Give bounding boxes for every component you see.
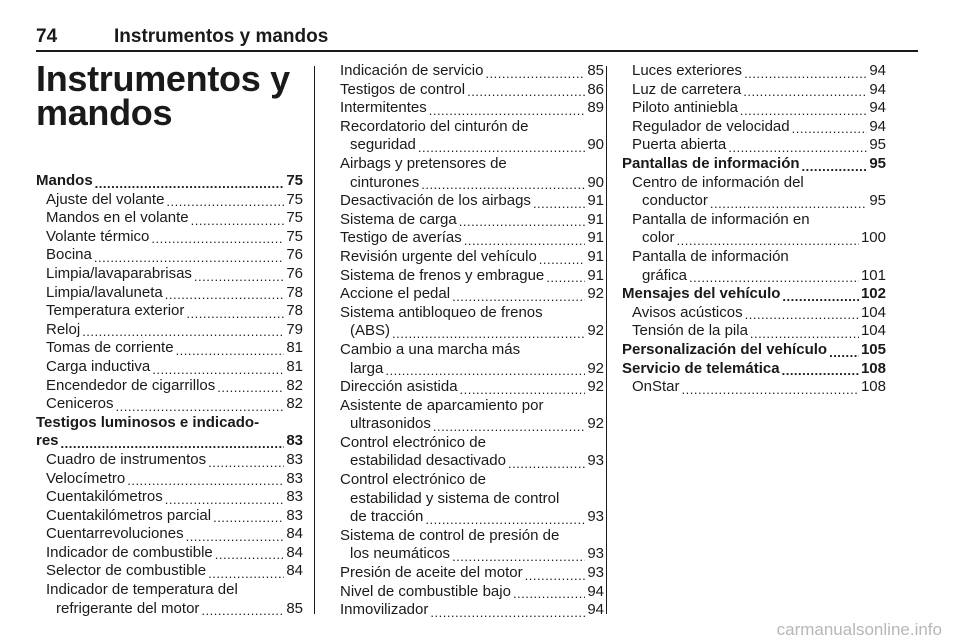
- toc-entry-page: 104: [860, 322, 886, 340]
- toc-entry[interactable]: [340, 360, 604, 379]
- dot-leader: [677, 230, 859, 248]
- dot-leader: [215, 544, 285, 562]
- toc-entry[interactable]: [340, 174, 604, 193]
- toc-entry-page: 84: [286, 562, 303, 580]
- dot-leader: [459, 211, 586, 229]
- toc-entry-text: Reloj: [46, 320, 81, 338]
- toc-entry-page: 84: [286, 525, 303, 543]
- toc-entry-page: 83: [286, 432, 303, 450]
- toc-entry-text: Temperatura exterior: [46, 302, 185, 320]
- toc-entry-text: Testigos luminosos e indicado-: [36, 413, 260, 431]
- toc-entry[interactable]: [36, 302, 303, 321]
- toc-entry[interactable]: [36, 284, 303, 303]
- toc-entry-page: 78: [286, 283, 303, 301]
- toc-entry-text: Indicador de combustible: [46, 543, 213, 561]
- toc-entry-page: 95: [869, 154, 886, 172]
- toc-entry-text: color: [642, 229, 675, 247]
- toc-entry-text: Sistema antibloqueo de frenos: [340, 303, 543, 321]
- toc-entry-page: 108: [860, 378, 886, 396]
- toc-entry-text: cinturones: [350, 173, 420, 191]
- toc-entry-text: Mandos: [36, 172, 93, 189]
- toc-entry-text: Ajuste del volante: [46, 190, 165, 208]
- dot-leader: [217, 377, 284, 395]
- dot-leader: [464, 230, 586, 248]
- toc-entry-page: 85: [286, 599, 303, 617]
- toc-entry-text: Sistema de frenos y embrague: [340, 266, 545, 284]
- dot-leader: [94, 247, 284, 265]
- page-number: 74: [36, 26, 58, 47]
- toc-entry[interactable]: [36, 470, 303, 489]
- toc-entry-page: 93: [587, 452, 604, 470]
- column-divider: [606, 66, 607, 614]
- toc-entry-text: Puerta abierta: [632, 136, 727, 154]
- toc-entry-text: Recordatorio del cinturón de: [340, 117, 529, 135]
- toc-entry-page: 95: [869, 136, 886, 154]
- toc-entry[interactable]: [36, 525, 303, 544]
- toc-entry-page: 81: [286, 339, 303, 357]
- toc-entry-page: 102: [860, 285, 886, 303]
- dot-leader: [151, 228, 284, 246]
- toc-entry[interactable]: [340, 192, 604, 211]
- toc-entry-text: Nivel de combustible bajo: [340, 582, 511, 600]
- toc-entry-text: conductor: [642, 192, 708, 210]
- toc-entry-page: 94: [587, 601, 604, 619]
- dot-leader: [452, 546, 585, 564]
- toc-entry[interactable]: [36, 544, 303, 563]
- toc-entry[interactable]: [340, 545, 604, 564]
- toc-entry-text: Inmovilizador: [340, 601, 429, 619]
- toc-entry[interactable]: [340, 248, 604, 267]
- toc-entry[interactable]: [622, 285, 886, 304]
- toc-entry-page: 91: [587, 266, 604, 284]
- toc-entry-text: estabilidad y sistema de control: [350, 489, 560, 507]
- toc-entry-line: [622, 248, 886, 267]
- toc-entry[interactable]: [36, 321, 303, 340]
- toc-entry[interactable]: [622, 322, 886, 341]
- toc-entry-page: 83: [286, 506, 303, 524]
- toc-entry[interactable]: [622, 267, 886, 286]
- toc-entry-page: 94: [869, 99, 886, 117]
- toc-entry-text: Tomas de corriente: [46, 339, 174, 357]
- toc-entry-text: Ceniceros: [46, 395, 114, 413]
- toc-entry-page: 81: [286, 357, 303, 375]
- dot-leader: [208, 452, 284, 470]
- toc-entry-text: Encendedor de cigarrillos: [46, 376, 216, 394]
- toc-entry-text: refrigerante del motor: [56, 599, 200, 617]
- toc-entry[interactable]: [36, 209, 303, 228]
- toc-entry-text: Bocina: [46, 246, 92, 264]
- toc-entry-text: Limpia/lavaluneta: [46, 283, 163, 301]
- toc-entry-page: 75: [286, 209, 303, 227]
- toc-entry-text: Control electrónico de: [340, 433, 486, 451]
- toc-entry-page: 93: [587, 508, 604, 526]
- toc-entry-text: Desactivación de los airbags: [340, 192, 531, 210]
- toc-entry-page: 84: [286, 543, 303, 561]
- dot-leader: [782, 286, 859, 304]
- toc-entry-text: Revisión urgente del vehículo: [340, 247, 537, 265]
- dot-leader: [546, 267, 585, 285]
- toc-entry[interactable]: [36, 265, 303, 284]
- dot-leader: [186, 526, 285, 544]
- dot-leader: [429, 100, 586, 118]
- toc-entry-page: 101: [860, 266, 886, 284]
- toc-entry[interactable]: [340, 136, 604, 155]
- toc-entry[interactable]: [340, 81, 604, 100]
- dot-leader: [750, 323, 859, 341]
- dot-leader: [194, 266, 284, 284]
- dot-leader: [467, 81, 585, 99]
- toc-entry-line: [340, 471, 604, 490]
- dot-leader: [166, 191, 284, 209]
- toc-entry-page: 76: [286, 264, 303, 282]
- dot-leader: [743, 81, 867, 99]
- toc-entry-line: [340, 434, 604, 453]
- toc-entry[interactable]: [340, 211, 604, 230]
- toc-entry[interactable]: [622, 155, 886, 174]
- toc-entry[interactable]: [36, 507, 303, 526]
- toc-entry-page: 92: [587, 415, 604, 433]
- toc-entry-text: Sistema de carga: [340, 210, 457, 228]
- toc-entry[interactable]: [340, 583, 604, 602]
- toc-entry[interactable]: [622, 360, 886, 379]
- toc-entry-text: Control electrónico de: [340, 471, 486, 489]
- toc-entry-text: Regulador de velocidad: [632, 117, 790, 135]
- toc-entry[interactable]: [36, 228, 303, 247]
- toc-entry-text: seguridad: [350, 136, 416, 154]
- toc-entry[interactable]: [340, 62, 604, 81]
- toc-entry-text: Indicador de temperatura del: [46, 581, 238, 599]
- dot-leader: [508, 453, 585, 471]
- toc-entry-text: res: [36, 432, 59, 450]
- toc-entry-page: 94: [587, 582, 604, 600]
- toc-entry-text: Presión de aceite del motor: [340, 564, 523, 582]
- dot-leader: [421, 174, 585, 192]
- toc-entry-line: [340, 304, 604, 323]
- toc-entry-page: 91: [587, 210, 604, 228]
- toc-entry-line: [36, 581, 303, 600]
- watermark: carmanualsonline.info: [776, 620, 942, 639]
- toc-entry[interactable]: [36, 488, 303, 507]
- dot-leader: [745, 304, 859, 322]
- toc-entry-page: 95: [869, 192, 886, 210]
- toc-entry-text: gráfica: [642, 266, 688, 284]
- toc-entry[interactable]: [36, 377, 303, 396]
- toc-entry-page: 92: [587, 285, 604, 303]
- toc-entry-text: Cuentakilómetros parcial: [46, 506, 212, 524]
- toc-entry[interactable]: [340, 601, 604, 620]
- toc-entry[interactable]: [622, 136, 886, 155]
- toc-entry-page: 104: [860, 303, 886, 321]
- dot-leader: [740, 100, 867, 118]
- dot-leader: [460, 379, 586, 397]
- dot-leader: [430, 602, 585, 620]
- toc-entry-page: 91: [587, 192, 604, 210]
- toc-entry[interactable]: [340, 564, 604, 583]
- toc-entry-text: Servicio de telemática: [622, 359, 780, 377]
- toc-entry[interactable]: [340, 285, 604, 304]
- toc-entry[interactable]: [340, 99, 604, 118]
- toc-entry-page: 94: [869, 117, 886, 135]
- toc-entry[interactable]: [622, 118, 886, 137]
- toc-entry-text: Mandos en el volante: [46, 209, 189, 227]
- toc-entry-text: Indicación de servicio: [340, 62, 484, 79]
- dot-leader: [533, 193, 585, 211]
- dot-leader: [525, 565, 586, 583]
- toc-entry-text: Pantallas de información: [622, 154, 800, 172]
- toc-entry-page: 82: [286, 395, 303, 413]
- toc-entry[interactable]: [36, 191, 303, 210]
- toc-entry-page: 89: [587, 99, 604, 117]
- toc-entry-text: Cuadro de instrumentos: [46, 450, 207, 468]
- toc-entry-text: Asistente de aparcamiento por: [340, 396, 544, 414]
- toc-entry[interactable]: [340, 322, 604, 341]
- toc-entry-line: [340, 341, 604, 360]
- dot-leader: [127, 470, 284, 488]
- toc-entry-text: Testigo de averías: [340, 229, 462, 247]
- toc-entry-page: 93: [587, 545, 604, 563]
- toc-entry-line: [340, 397, 604, 416]
- toc-entry[interactable]: [36, 562, 303, 581]
- dot-leader: [539, 249, 586, 267]
- toc-entry-text: Sistema de control de presión de: [340, 526, 560, 544]
- dot-leader: [186, 303, 284, 321]
- dot-leader: [802, 156, 868, 174]
- toc-entry-page: 82: [286, 376, 303, 394]
- toc-entry[interactable]: [622, 229, 886, 248]
- dot-leader: [792, 118, 868, 136]
- toc-entry[interactable]: [36, 172, 303, 191]
- toc-entry-text: (ABS): [350, 322, 391, 340]
- dot-leader: [61, 433, 285, 451]
- toc-entry-line: [622, 174, 886, 193]
- toc-entry-page: 78: [286, 302, 303, 320]
- toc-entry-text: Velocímetro: [46, 469, 126, 487]
- toc-entry[interactable]: [36, 395, 303, 414]
- toc-entry[interactable]: [36, 339, 303, 358]
- toc-entry[interactable]: [340, 452, 604, 471]
- toc-entry-text: estabilidad desactivado: [350, 452, 506, 470]
- toc-entry-text: Cuentakilómetros: [46, 488, 163, 506]
- toc-entry-page: 75: [286, 172, 303, 189]
- toc-entry[interactable]: [340, 229, 604, 248]
- toc-entry-page: 105: [860, 340, 886, 358]
- toc-entry-page: 92: [587, 322, 604, 340]
- toc-entry[interactable]: [622, 99, 886, 118]
- dot-leader: [728, 137, 867, 155]
- running-header-title: Instrumentos y mandos: [114, 26, 329, 47]
- dot-leader: [165, 284, 285, 302]
- toc-entry-page: 83: [286, 469, 303, 487]
- toc-entry-text: los neumáticos: [350, 545, 451, 563]
- dot-leader: [392, 323, 585, 341]
- toc-entry-line: [340, 155, 604, 174]
- toc-entry-text: Limpia/lavaparabrisas: [46, 264, 192, 282]
- dot-leader: [689, 267, 859, 285]
- toc-entry-text: larga: [350, 359, 384, 377]
- toc-entry[interactable]: [622, 62, 886, 81]
- toc-entry-text: Carga inductiva: [46, 357, 151, 375]
- toc-entry[interactable]: [340, 508, 604, 527]
- toc-entry[interactable]: [622, 378, 886, 397]
- toc-entry-text: ultrasonidos: [350, 415, 431, 433]
- toc-entry-page: 76: [286, 246, 303, 264]
- dot-leader: [201, 600, 284, 618]
- toc-entry[interactable]: [36, 246, 303, 265]
- toc-entry[interactable]: [340, 267, 604, 286]
- toc-entry-text: Testigos de control: [340, 80, 466, 98]
- toc-entry-text: Piloto antiniebla: [632, 99, 738, 117]
- toc-entry-text: Cuentarrevoluciones: [46, 525, 184, 543]
- toc-entry-line: [340, 118, 604, 137]
- dot-leader: [485, 63, 585, 81]
- toc-entry-page: 94: [869, 62, 886, 79]
- toc-entry-line: [340, 527, 604, 546]
- toc-entry-page: 79: [286, 320, 303, 338]
- toc-entry[interactable]: [622, 81, 886, 100]
- toc-entry-page: 75: [286, 227, 303, 245]
- section-title: Instrumentos y mandos: [36, 58, 290, 133]
- toc-entry[interactable]: [622, 304, 886, 323]
- dot-leader: [829, 342, 859, 360]
- dot-leader: [513, 583, 585, 601]
- toc-entry-page: 85: [587, 62, 604, 79]
- toc-entry-text: Pantalla de información en: [632, 210, 810, 228]
- toc-entry-page: 86: [587, 80, 604, 98]
- toc-entry-text: Airbags y pretensores de: [340, 154, 507, 172]
- toc-entry-text: Cambio a una marcha más: [340, 340, 521, 358]
- toc-entry-page: 90: [587, 136, 604, 154]
- toc-entry[interactable]: [36, 432, 303, 451]
- toc-column-1: [36, 172, 303, 618]
- toc-entry-text: Avisos acústicos: [632, 303, 743, 321]
- toc-entry-text: OnStar: [632, 378, 680, 396]
- toc-entry-page: 92: [587, 378, 604, 396]
- toc-column-3: [622, 62, 886, 397]
- toc-entry-page: 108: [860, 359, 886, 377]
- toc-entry[interactable]: [36, 451, 303, 470]
- toc-entry-line: [340, 490, 604, 509]
- toc-entry-text: Tensión de la pila: [632, 322, 748, 340]
- toc-entry-text: de tracción: [350, 508, 424, 526]
- dot-leader: [452, 286, 585, 304]
- toc-entry-text: Personalización del vehículo: [622, 340, 828, 358]
- toc-column-2: [340, 62, 604, 620]
- dot-leader: [744, 63, 867, 81]
- dot-leader: [152, 359, 284, 377]
- dot-leader: [213, 507, 284, 525]
- dot-leader: [433, 416, 585, 434]
- toc-entry-line: [36, 414, 303, 433]
- dot-leader: [385, 360, 585, 378]
- toc-entry-page: 93: [587, 564, 604, 582]
- toc-entry-text: Intermitentes: [340, 99, 427, 117]
- toc-entry-page: 100: [860, 229, 886, 247]
- toc-entry-text: Luces exteriores: [632, 62, 743, 79]
- dot-leader: [710, 193, 867, 211]
- page-header: [36, 6, 918, 52]
- dot-leader: [165, 489, 285, 507]
- toc-entry-text: Accione el pedal: [340, 285, 451, 303]
- column-divider: [314, 66, 315, 614]
- dot-leader: [418, 137, 585, 155]
- toc-entry[interactable]: [622, 341, 886, 360]
- toc-entry-text: Selector de combustible: [46, 562, 207, 580]
- toc-entry-page: 94: [869, 80, 886, 98]
- toc-entry-text: Centro de información del: [632, 173, 804, 191]
- toc-entry-page: 83: [286, 450, 303, 468]
- toc-entry-text: Luz de carretera: [632, 80, 742, 98]
- dot-leader: [682, 379, 859, 397]
- toc-entry-page: 91: [587, 229, 604, 247]
- toc-entry[interactable]: [36, 358, 303, 377]
- dot-leader: [95, 173, 285, 191]
- toc-entry-text: Mensajes del vehículo: [622, 285, 781, 303]
- toc-entry-text: Dirección asistida: [340, 378, 458, 396]
- toc-entry-line: [622, 211, 886, 230]
- toc-entry-text: Volante térmico: [46, 227, 150, 245]
- toc-entry[interactable]: [36, 600, 303, 619]
- dot-leader: [176, 340, 285, 358]
- toc-entry[interactable]: [622, 192, 886, 211]
- toc-entry-page: 83: [286, 488, 303, 506]
- dot-leader: [425, 509, 585, 527]
- dot-leader: [116, 396, 285, 414]
- toc-entry-text: Pantalla de información: [632, 247, 789, 265]
- dot-leader: [782, 360, 859, 378]
- toc-entry-page: 92: [587, 359, 604, 377]
- toc-entry-page: 90: [587, 173, 604, 191]
- dot-leader: [82, 321, 284, 339]
- toc-entry[interactable]: [340, 378, 604, 397]
- dot-leader: [208, 563, 284, 581]
- dot-leader: [191, 210, 285, 228]
- toc-entry-page: 75: [286, 190, 303, 208]
- toc-entry-page: 91: [587, 247, 604, 265]
- toc-entry[interactable]: [340, 415, 604, 434]
